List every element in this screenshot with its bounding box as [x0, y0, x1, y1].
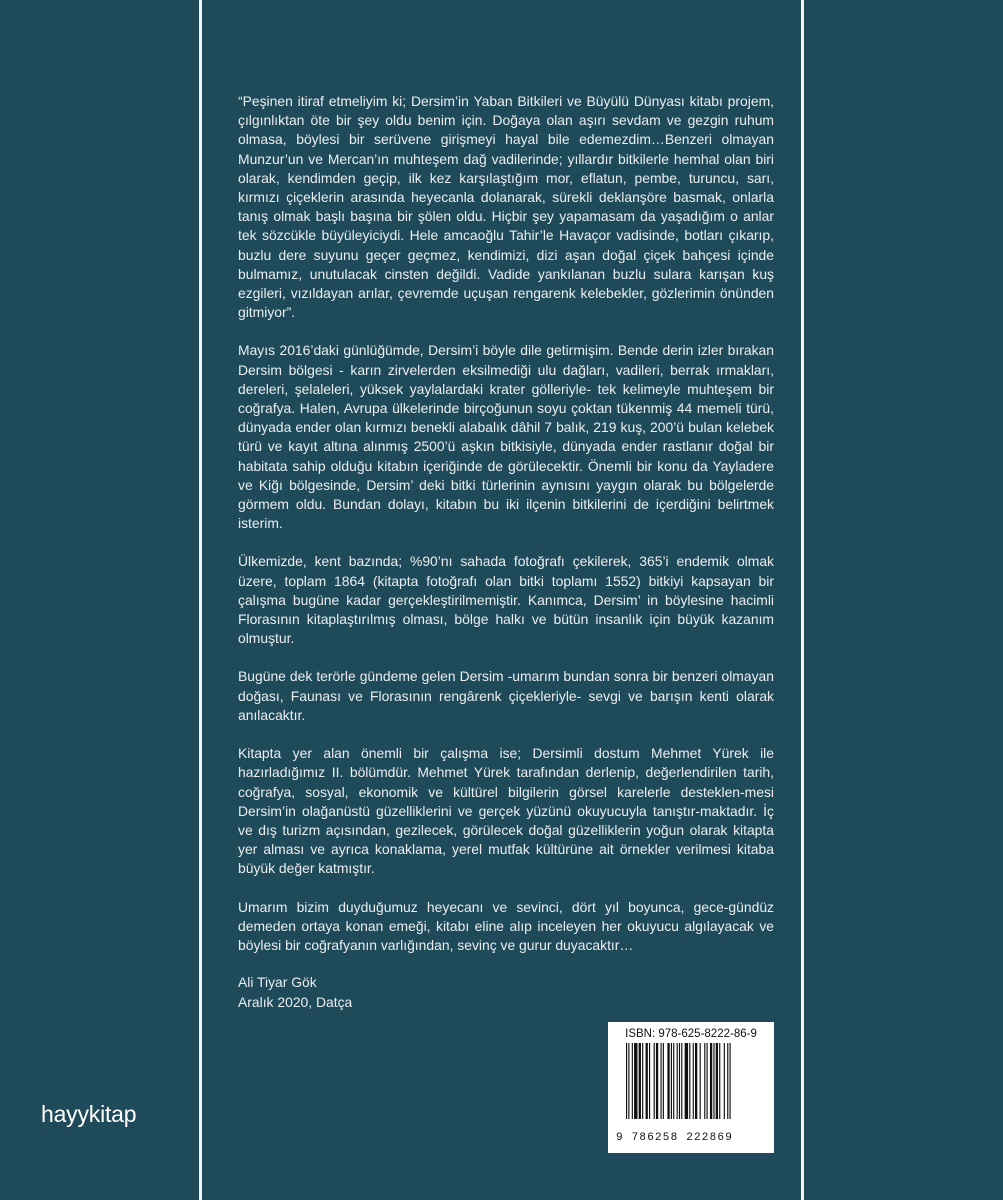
barcode-bar	[667, 1043, 669, 1119]
paragraph-5: Kitapta yer alan önemli bir çalışma ise; Dersimli dostum Mehmet Yürek ile hazırladığımız II. bölümdür. Mehmet Yürek tarafından derlenip, değerlendirilen tarih, coğrafya, sosyal, ekonomik ve kültürel bilgilerin görsel karelerle desteklen-mesi Dersim’in olağanüstü güzelliklerini ve gerçek yüzünü okuyucuyla tanıştır-maktadır. İç ve dış turizm açısından, gezilecek, görülecek doğal güzelliklerin yoğun olarak kitapta yer alması ve ayrıca konaklama, yerel mutfak kültürüne ait örnekler verilmesi kitaba büyük değer katmıştır.	[238, 745, 774, 877]
barcode-bar	[704, 1043, 705, 1119]
barcode-bar	[654, 1043, 655, 1119]
barcode-bar	[626, 1043, 627, 1119]
barcode-bar	[677, 1043, 678, 1119]
barcode-bar	[632, 1043, 633, 1119]
barcode-bar	[671, 1043, 672, 1119]
barcode-digits: 9 786258 222869	[616, 1132, 734, 1144]
barcode-bar	[707, 1043, 708, 1119]
barcode-bar	[724, 1043, 725, 1119]
barcode-bar	[642, 1043, 643, 1119]
barcode-bar	[639, 1043, 641, 1119]
barcode-image	[626, 1043, 766, 1119]
barcode-bar	[710, 1043, 712, 1119]
barcode-bar	[685, 1043, 688, 1119]
isbn-label: ISBN: 978-625-8222-86-9	[625, 1028, 757, 1040]
barcode-bar	[661, 1043, 662, 1119]
isbn-barcode-box	[608, 1022, 774, 1153]
paragraph-3: Ülkemizde, kent bazında; %90’nı sahada fotoğrafı çekilerek, 365’i endemik olmak üzere, toplam 1864 (kitapta fotoğrafı olan bitki toplamı 1552) bitkiyi kapsayan bir çalışma bugüne kadar gerçekleştirilmemiştir. Kanımca, Dersim’ in böylesine hacimli Florasının kitaplaştırılmış olması, bölge halkı ve bütün insanlık için büyük kazanım olmuştur.	[238, 553, 774, 647]
barcode-bar	[663, 1043, 664, 1119]
signature	[238, 973, 774, 1012]
barcode-bar	[716, 1043, 718, 1119]
barcode-bar	[679, 1043, 680, 1119]
barcode-bar	[693, 1043, 694, 1119]
author-name: Ali Tiyar Gök	[238, 974, 317, 991]
barcode-bar	[727, 1043, 728, 1119]
left-spine-rule	[199, 0, 202, 1200]
barcode-bar	[713, 1043, 714, 1119]
paragraph-4: Bugüne dek terörle gündeme gelen Dersim -umarım bundan sonra bir benzeri olmayan doğası, Faunası ve Florasının rengârenk çiçekleriyle- sevgi ve barışın kenti olarak anılacaktır.	[238, 668, 774, 723]
barcode-bar	[695, 1043, 697, 1119]
paragraph-2: Mayıs 2016’daki günlüğümde, Dersim’i böyle dile getirmişim. Bende derin izler bırakan Dersim bölgesi - karın zirvelerden eksilmediği ulu dağları, vadileri, berrak ırmakları, dereleri, şelaleleri, yüksek yaylalardaki krater gölleriyle- tek kelimeyle muhteşem bir coğrafya. Halen, Avrupa ülkelerinde birçoğunun soyu çoktan tükenmiş 44 memeli türü, dünyada ender olan kırmızı benekli alabalık dâhil 7 balık, 219 kuş, 200’ü bulan kelebek türü ve kayıt altına alınmış 2500’ü aşkın bitkisiyle, dünyada ender rastlanır doğal bir habitata sahip olduğu kitabın içeriğinde de görülecektir. Önemli bir konu da Yayladere ve Kiğı bölgesinde, Dersim’ deki bitki türlerinin aynısını yaygın olarak bu bölgelerde görmem oldu. Bundan dolayı, kitabın bu iki ilçenin bitkilerini de içerdiğini belirtmek isterim.	[238, 342, 774, 532]
barcode-bar	[689, 1043, 690, 1119]
barcode-bar	[628, 1043, 629, 1119]
barcode-bar	[656, 1043, 658, 1119]
barcode-bar	[673, 1043, 674, 1119]
barcode-bar	[649, 1043, 650, 1119]
barcode-bar	[719, 1043, 720, 1119]
barcode-bar	[646, 1043, 648, 1119]
publisher-logo: hayykitap	[41, 1101, 137, 1127]
barcode-bar	[730, 1043, 731, 1119]
paragraph-1: “Peşinen itiraf etmeliyim ki; Dersim’in Yaban Bitkileri ve Büyülü Dünyası kitabı projem, çılgınlıktan öte bir şey oldu benim için. Doğaya olan aşırı sevdam ve gezgin ruhum olmasa, böylesi bir serüvene girişmeyi hayal bile edemezdim…Benzeri olmayan Munzur’un ve Mercan’ın muhteşem dağ vadilerinde; yıllardır bitkilerle hemhal olan biri olarak, kendimden geçip, ilk kez karşılaştığım mor, eflatun, pembe, turuncu, sarı, kırmızı çiçeklerin arasında heyecanla dolanarak, sürekli deklanşöre basmak, onlarla tanış olmak başlı başına bir şölen oldu. Hiçbir şey yapamasam da yaşadığım o anlar tek sözcükle büyüleyiciydi. Hele amcaoğlu Tahir’le Havaçor vadisinde, botları çıkarıp, buzlu dere suyunu geçer geçmez, kendimizi, dizi aşan doğal çiçek bahçesi içinde bulmamız, unutulacak cinsten değildi. Vadide yankılanan buzlu sulara karışan kuş ezgileri, vızıldayan arılar, çevremde uçuşan rengarenk kelebekler, gözlerimin önünden gitmiyor”.	[238, 93, 774, 321]
back-cover-text	[238, 92, 774, 1012]
barcode-bar	[681, 1043, 682, 1119]
barcode-bar	[634, 1043, 637, 1119]
date-place: Aralık 2020, Datça	[238, 993, 353, 1010]
barcode-bar	[700, 1043, 701, 1119]
paragraph-6: Umarım bizim duyduğumuz heyecanı ve sevinci, dört yıl boyunca, gece-gündüz demeden ortaya konan emeği, kitabı eline alıp inceleyen her okuyucu algılayacak ve böylesi bir coğrafyanın varlığından, sevinç ve gurur duyacaktır…	[238, 898, 774, 953]
right-spine-rule	[801, 0, 804, 1200]
